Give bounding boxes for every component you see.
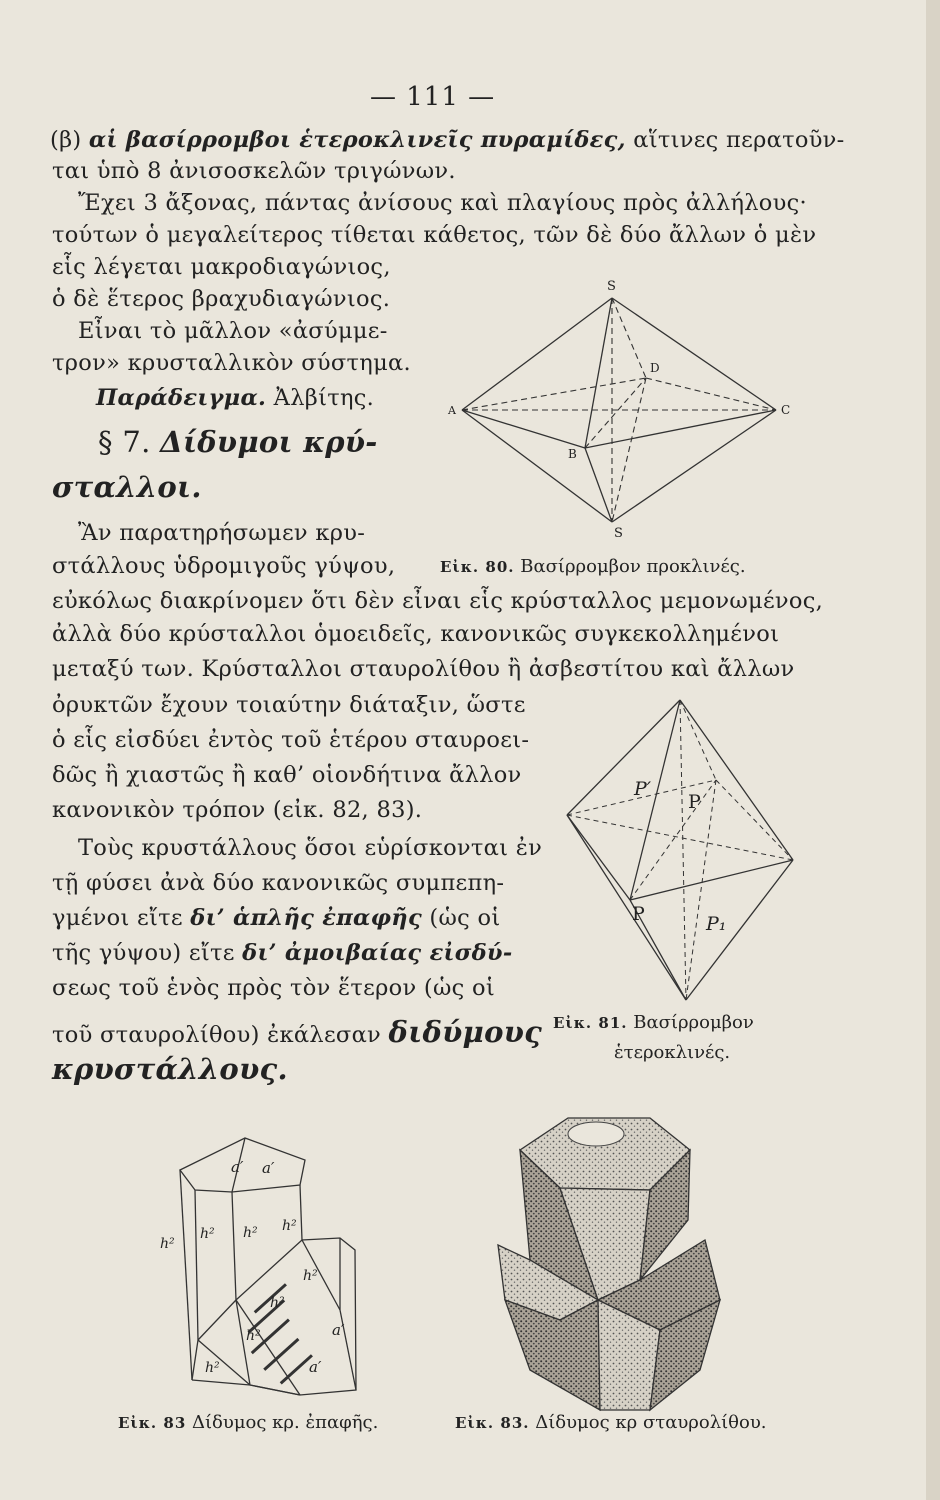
page-number: — 111 — (370, 82, 496, 112)
f82-label-h1: h² (160, 1236, 175, 1252)
list-marker: (β) (50, 127, 82, 153)
figure-83-caption (455, 1412, 767, 1433)
text-line-23: σεως τοῦ ἑνὸς πρὸς τὸν ἕτερον (ὡς οἱ (52, 975, 495, 1001)
term-penetration: δι’ ἀμοιβαίας εἰσδύ- (242, 940, 513, 966)
text-line-20: τῇ φύσει ἀνὰ δύο κανονικῶς συμπεπη- (52, 870, 505, 896)
section-number: 7. (122, 425, 151, 459)
term-pyramids: αἱ βασίρρομβοι ἑτεροκλινεῖς πυραμίδες, (88, 127, 626, 153)
caption-text: Δίδυμος κρ. ἐπαφῆς. (192, 1412, 379, 1433)
caption-text: Βασίρρομβον (633, 1012, 754, 1033)
section-title-cont: σταλλοι. (52, 470, 202, 504)
f82-label-h3: h² (243, 1225, 258, 1241)
f82-label-h4: h² (282, 1218, 297, 1234)
text-line-17: δῶς ἢ χιαστῶς ἢ καθ’ οἱονδήτινα ἄλλον (52, 762, 522, 788)
text-line-18: κανονικὸν τρόπον (εἰκ. 82, 83). (52, 797, 423, 823)
f82-label-h6: h² (270, 1295, 285, 1311)
text-line-19: Τοὺς κρυστάλλους ὅσοι εὑρίσκονται ἐν (78, 835, 543, 861)
text-line-15: ὀρυκτῶν ἔχουν τοιαύτην διάταξιν, ὥστε (52, 692, 526, 718)
text-line-14: μεταξύ των. Κρύσταλλοι σταυρολίθου ἢ ἀσβεστίτου καὶ ἄλλων (52, 656, 795, 682)
figure-81-caption-line2: ἑτεροκλινές. (614, 1042, 731, 1063)
text-fragment: γμένοι εἴτε (52, 905, 183, 931)
caption-label: Εἰκ. 83 (118, 1414, 187, 1432)
text-fragment: (ὡς οἱ (429, 905, 501, 931)
text-line-8: τρον» κρυσταλλικὸν σύστημα. (52, 350, 411, 376)
caption-text: Βασίρρομβον προκλινές. (520, 556, 746, 577)
f81-label-p-top: P (688, 791, 701, 813)
f82-label-a3: a′ (332, 1321, 345, 1339)
text-line-5: εἷς λέγεται μακροδιαγώνιος, (52, 254, 391, 280)
text-line-13: ἀλλὰ δύο κρύσταλλοι ὁμοειδεῖς, κανονικῶς συγκεκολλημένοι (52, 621, 780, 647)
f81-label-p1: P₁ (706, 913, 727, 935)
caption-label: Εἰκ. 81. (553, 1014, 628, 1032)
text-line-4: τούτων ὁ μεγαλείτερος τίθεται κάθετος, τῶν δὲ δύο ἄλλων ὁ μὲν (52, 222, 817, 248)
f82-label-a4: a′ (309, 1358, 322, 1376)
term-crystals: κρυστάλλους. (52, 1052, 288, 1086)
caption-label: Εἰκ. 80. (440, 558, 515, 576)
text-line-3: Ἔχει 3 ἄξονας, πάντας ἀνίσους καὶ πλαγίους πρὸς ἀλλήλους· (78, 190, 807, 216)
text-line-12: εὐκόλως διακρίνομεν ὅτι δὲν εἶναι εἷς κρύσταλλος μεμονωμένος, (52, 588, 824, 614)
f80-label-s: S (607, 279, 616, 294)
f80-label-a: A (448, 404, 456, 417)
f82-label-h7: h² (246, 1328, 261, 1344)
f80-label-c: C (781, 403, 791, 417)
text-fragment: τοῦ σταυρολίθου) ἐκάλεσαν (52, 1022, 382, 1048)
term-contact: δι’ ἁπλῆς ἐπαφῆς (190, 905, 422, 931)
f80-label-d: D (650, 361, 660, 375)
text-line-2: ται ὑπὸ 8 ἀνισοσκελῶν τριγώνων. (52, 158, 456, 184)
text-line-11: στάλλους ὑδρομιγοῦς γύψου, (52, 553, 396, 579)
f80-label-b: B (568, 447, 577, 461)
text-fragment: αἵτινες περατοῦν- (633, 127, 845, 153)
f81-label-p-bottom: P (632, 903, 645, 925)
text-line-16: ὁ εἷς εἰσδύει ἐντὸς τοῦ ἑτέρου σταυροει- (52, 727, 530, 753)
caption-label: Εἰκ. 83. (455, 1414, 530, 1432)
term-twins: διδύμους (388, 1015, 543, 1049)
text-line-10: Ἂν παρατηρήσωμεν κρυ- (78, 520, 366, 546)
text-line-7: Εἶναι τὸ μᾶλλον «ἀσύμμε- (78, 318, 388, 344)
f81-label-p-prime: P′ (634, 778, 652, 800)
f82-label-h8: h² (205, 1360, 220, 1376)
section-sign: § (98, 425, 113, 459)
example-label: Παράδειγμα. (96, 385, 267, 411)
page-edge-shadow (926, 0, 940, 1500)
caption-text: Δίδυμος κρ σταυρολίθου. (535, 1412, 767, 1433)
example-value: Ἀλβίτης. (273, 385, 375, 411)
text-line-6: ὁ δὲ ἕτερος βραχυδιαγώνιος. (52, 286, 391, 312)
f82-label-h5: h² (303, 1268, 318, 1284)
section-title: Δίδυμοι κρύ- (160, 425, 378, 459)
f82-label-a1: a′ (231, 1158, 244, 1176)
f82-label-h2: h² (200, 1226, 215, 1242)
f80-label-s2: S (614, 526, 623, 541)
text-fragment: τῆς γύψου) εἴτε (52, 940, 235, 966)
f82-label-a2: a′ (262, 1159, 275, 1177)
